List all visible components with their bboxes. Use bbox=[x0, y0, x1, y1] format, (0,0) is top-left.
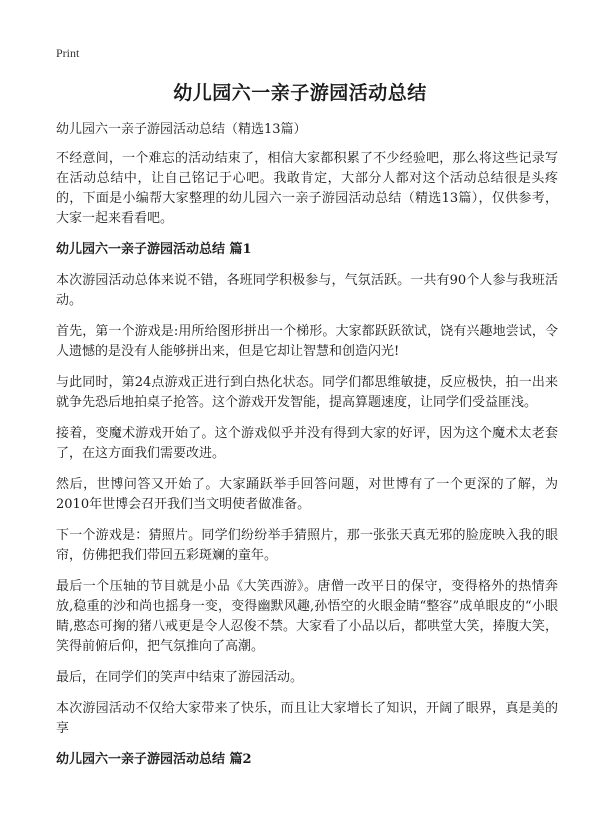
paragraph: 本次游园活动总体来说不错，各班同学积极参与，气氛活跃。一共有90个人参与我班活动。 bbox=[56, 273, 558, 308]
document-body bbox=[56, 120, 558, 781]
print-link[interactable]: Print bbox=[56, 46, 80, 60]
paragraph: 首先，第一个游戏是:用所给图形拼出一个梯形。大家都跃跃欲试，饶有兴趣地尝试，令人遗憾的是没有人能够拼出来，但是它却让智慧和创造闪光! bbox=[56, 324, 558, 359]
section-heading: 幼儿园六一亲子游园活动总结 篇1 bbox=[56, 242, 252, 257]
document-subtitle: 幼儿园六一亲子游园活动总结（精选13篇） bbox=[56, 122, 307, 137]
section-heading: 幼儿园六一亲子游园活动总结 篇2 bbox=[56, 752, 252, 767]
paragraph: 最后一个压轴的节目就是小品《大笑西游》。唐僧一改平日的保守，变得格外的热情奔放,稳重的沙和尚也摇身一变，变得幽默风趣,孙悟空的火眼金睛“整容”成单眼皮的“小眼睛,憨态可掬的猪八戒更是令人忍俊不禁。大家看了小品以后，都哄堂大笑，捧腹大笑，笑得前俯后仰，把气氛推向了高潮。 bbox=[56, 579, 558, 654]
paragraph: 最后，在同学们的笑声中结束了游园活动。 bbox=[56, 670, 304, 685]
paragraph: 接着，变魔术游戏开始了。这个游戏似乎并没有得到大家的好评，因为这个魔术太老套了，在这方面我们需要改进。 bbox=[56, 426, 558, 461]
paragraph: 与此同时，第24点游戏正进行到白热化状态。同学们都思维敏捷，反应极快，拍一出来就争先恐后地拍桌子抢答。这个游戏开发智能，提高算题速度，让同学们受益匪浅。 bbox=[56, 375, 558, 410]
paragraph: 然后，世博问答又开始了。大家踊跃举手回答问题，对世博有了一个更深的了解，为2010年世博会召开我们当文明使者做准备。 bbox=[56, 477, 558, 512]
intro-paragraph: 不经意间，一个难忘的活动结束了，相信大家都积累了不少经验吧，那么将这些记录写在活动总结中，让自己铭记于心吧。我敢肯定，大部分人都对这个活动总结很是头疼的，下面是小编帮大家整理的幼儿园六一亲子游园活动总结（精选13篇），仅供参考，大家一起来看看吧。 bbox=[56, 151, 558, 226]
document-title: 幼儿园六一亲子游园活动总结 bbox=[173, 82, 427, 104]
paragraph: 下一个游戏是：猜照片。同学们纷纷举手猜照片，那一张张天真无邪的脸庞映入我的眼帘，仿佛把我们带回五彩斑斓的童年。 bbox=[56, 528, 558, 563]
paragraph: 本次游园活动不仅给大家带来了快乐，而且让大家增长了知识，开阔了眼界，真是美的享 bbox=[56, 701, 558, 736]
